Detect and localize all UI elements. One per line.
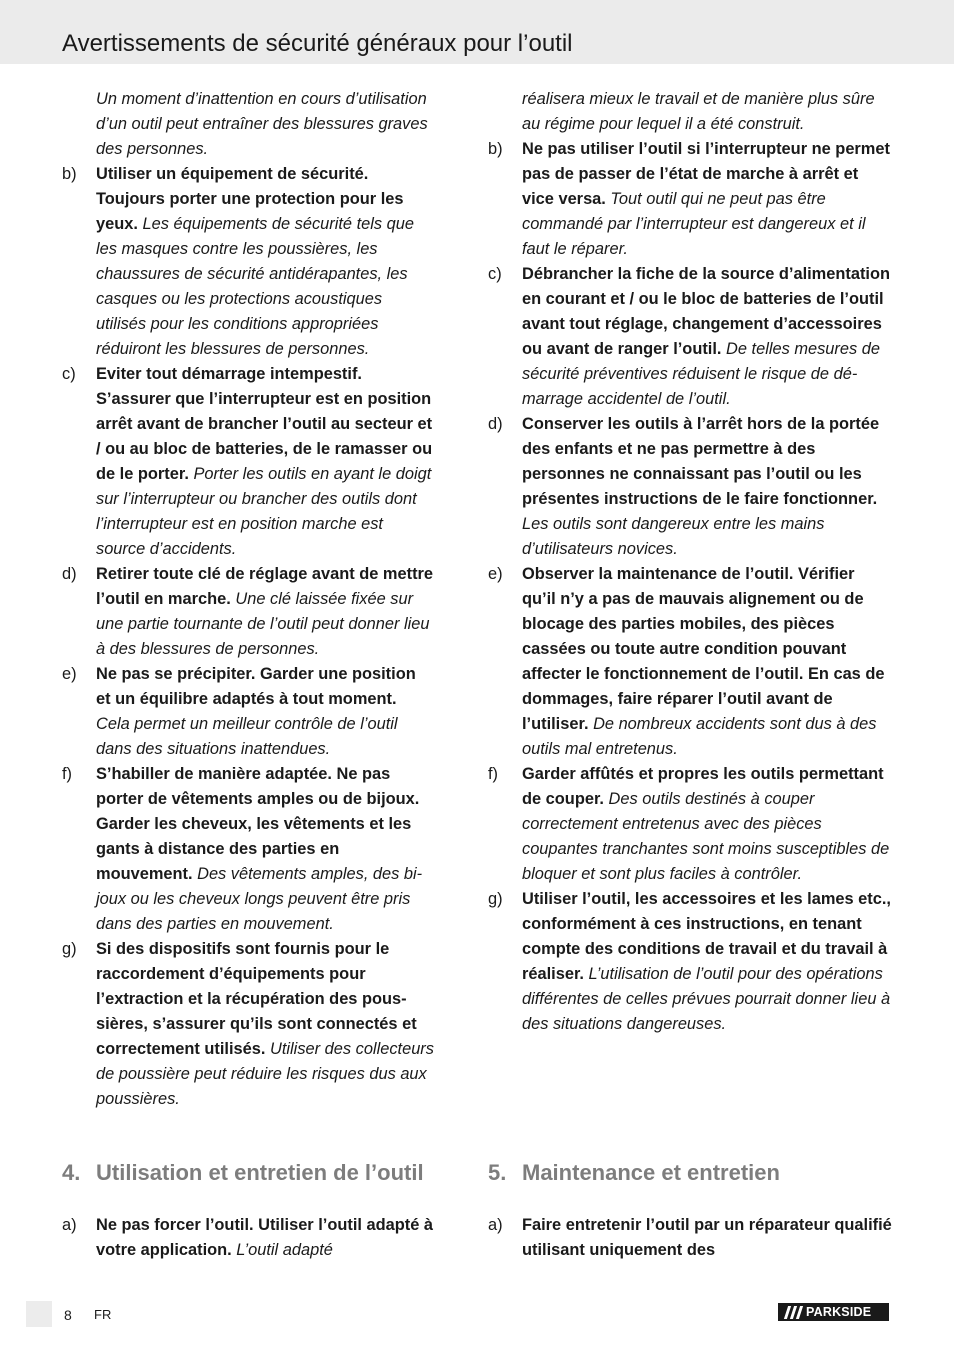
item-letter: e)	[62, 665, 77, 683]
section-5-body	[488, 1213, 892, 1263]
list-item	[62, 937, 434, 1112]
continuation-text: réalisera mieux le travail et de manière plus sûre au régime pour lequel il a été construit.	[522, 90, 875, 133]
item-explanation: Des vêtements amples, des bijoux ou les cheveux longs peuvent être pris dans des parties en mouvement.	[96, 865, 423, 933]
item-explanation: Les outils sont dangereux entre les mains d’utilisateurs novices.	[522, 515, 825, 558]
section-title: Maintenance et entretien	[522, 1160, 780, 1185]
list-item	[488, 412, 892, 562]
item-instruction: Faire entretenir l’outil par un réparateur qualifié utilisant uniquement des	[522, 1216, 892, 1259]
list-item	[488, 887, 892, 1037]
brand-name: PARKSIDE	[806, 1305, 872, 1319]
right-column	[488, 87, 892, 1037]
list-item	[488, 562, 892, 762]
page-title: Avertissements de sécurité généraux pour l’outil	[62, 30, 573, 57]
left-column	[62, 87, 434, 1112]
item-instruction: Utiliser un équipement de sécurité. Toujours porter une protection pour les yeux.	[96, 165, 404, 233]
section-heading-5	[488, 1158, 780, 1188]
item-instruction: Débrancher la fiche de la source d’alimentation en courant et / ou le bloc de batteries de l’outil avant tout réglage, changement d’accessoires ou avant de ranger l’outil.	[522, 265, 890, 358]
item-letter: c)	[488, 265, 502, 283]
list-item	[488, 262, 892, 412]
item-explanation: Cela permet un meilleur contrôle de l’outil dans des situations inattendues.	[96, 715, 398, 758]
item-explanation: Porter les outils en ayant le doigt sur l’interrupteur ou brancher des outils dont l’interrupteur est en position marche est source d’accidents.	[96, 465, 432, 558]
language-code: FR	[94, 1307, 112, 1322]
parkside-logo	[778, 1303, 889, 1321]
section-number: 5.	[488, 1160, 507, 1185]
section-title: Utilisation et entretien de l’outil	[96, 1160, 424, 1185]
item-instruction: Eviter tout démarrage intempestif. S’assurer que l’interrupteur est en position arrêt avant de brancher l’outil au secteur et / ou au bloc de batteries, de le ramasser ou de le porter.	[96, 365, 433, 483]
list-item	[488, 762, 892, 887]
item-instruction: Ne pas utiliser l’outil si l’interrupteur ne permet pas de passer de l’état de marche à arrêt et vice versa.	[522, 140, 890, 208]
item-letter: a)	[488, 1216, 503, 1234]
item-instruction: Observer la maintenance de l’outil. Vérifier qu’il n’y a pas de mauvais alignement ou de blocage des parties mobiles, des pièces cassées ou toute autre condition pouvant affecter le fonctionnement de l’outil. En cas de dommages, faire réparer l’outil avant de l’utiliser.	[522, 565, 885, 733]
item-explanation: L’outil adapté	[236, 1241, 333, 1259]
list-item	[62, 562, 434, 662]
item-letter: g)	[62, 940, 77, 958]
item-letter: e)	[488, 565, 503, 583]
item-letter: c)	[62, 365, 76, 383]
item-instruction: Ne pas forcer l’outil. Utiliser l’outil adapté à votre application.	[96, 1216, 433, 1259]
section-heading-4	[62, 1158, 424, 1188]
item-explanation: Tout outil qui ne peut pas être commandé par l’interrupteur est dangereux et il faut le réparer.	[522, 190, 866, 258]
item-explanation: Des outils destinés à couper correctement entretenus avec des pièces coupantes tranchantes sont moins susceptibles de bloquer et sont plus faciles à contrôler.	[522, 790, 890, 883]
item-instruction: Ne pas se précipiter. Garder une position et un équilibre adaptés à tout moment.	[96, 665, 416, 708]
item-letter: a)	[62, 1216, 77, 1234]
item-instruction: Retirer toute clé de réglage avant de mettre l’outil en marche.	[96, 565, 434, 608]
item-explanation: Les équipements de sécurité tels que les masques contre les poussières, les chaussures de sécurité antidérapantes, les casques ou les protections acoustiques utilisés pour les conditions appropriées réduiront les blessures de personnes.	[96, 215, 415, 358]
list-item	[62, 162, 434, 362]
section-number: 4.	[62, 1160, 81, 1185]
item-letter: d)	[488, 415, 503, 433]
item-instruction: Utiliser l’outil, les accessoires et les lames etc., conformément à ces instructions, en tenant compte des conditions de travail et du travail à réaliser.	[522, 890, 891, 983]
item-explanation: Une clé laissée fixée sur une partie tournante de l’outil peut donner lieu à des blessures de personnes.	[96, 590, 430, 658]
item-instruction: S’habiller de manière adaptée. Ne pas porter de vêtements amples ou de bijoux. Garder les cheveux, les vêtements et les gants à distance des parties en mouvement.	[96, 765, 420, 883]
item-instruction: Garder affûtés et propres les outils permettant de couper.	[522, 765, 884, 808]
section-4-body	[62, 1213, 466, 1263]
item-letter: g)	[488, 890, 503, 908]
item-instruction: Si des dispositifs sont fournis pour le raccordement d’équipements pour l’extraction et la récupération des poussières, s’assurer qu’ils sont connectés et correctement utilisés.	[96, 940, 417, 1058]
list-item	[62, 662, 434, 762]
list-item	[62, 1213, 466, 1263]
item-letter: b)	[62, 165, 77, 183]
page-header	[0, 0, 954, 64]
logo-stripes-icon	[782, 1303, 804, 1321]
list-item	[488, 1213, 892, 1263]
item-letter: d)	[62, 565, 77, 583]
item-explanation: Utiliser des collecteurs de poussière peut réduire les risques dus aux poussières.	[96, 1040, 434, 1108]
item-instruction: Conserver les outils à l’arrêt hors de la portée des enfants et ne pas permettre à des personnes ne connaissant pas l’outil ou les présentes instructions de le faire fonctionner.	[522, 415, 880, 508]
list-item	[488, 137, 892, 262]
item-explanation: L’utilisation de l’outil pour des opérations différentes de celles prévues pourrait donner lieu à des situations dangereuses.	[522, 965, 891, 1033]
list-item	[62, 762, 434, 937]
item-letter: f)	[488, 765, 499, 783]
page-marker	[26, 1301, 52, 1327]
continuation-text: Un moment d’inattention en cours d’utilisation d’un outil peut entraîner des blessures graves des personnes.	[96, 90, 428, 158]
list-item	[62, 362, 434, 562]
item-explanation: De telles mesures de sécurité préventives réduisent le risque de démarrage accidentel de l’outil.	[522, 340, 880, 408]
page-number: 8	[64, 1307, 72, 1323]
item-explanation: De nombreux accidents sont dus à des outils mal entretenus.	[522, 715, 877, 758]
item-letter: b)	[488, 140, 503, 158]
item-letter: f)	[62, 765, 73, 783]
